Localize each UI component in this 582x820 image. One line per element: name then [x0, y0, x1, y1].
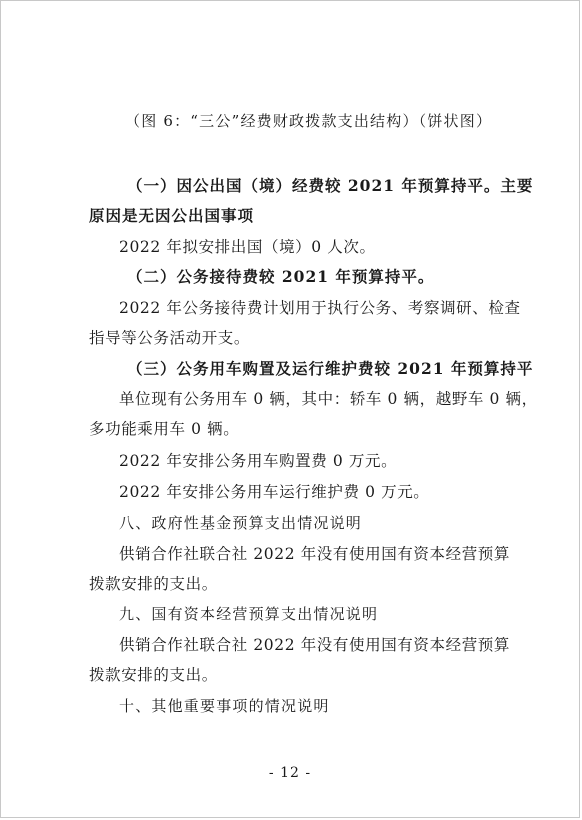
section-9-body-line1: 供销合作社联合社 2022 年没有使用国有资本经营预算 — [119, 636, 511, 654]
page-number: - 12 - — [268, 765, 312, 781]
section-2-body-line2: 指导等公务活动开支。 — [89, 329, 251, 347]
section-9-body-line2: 拨款安排的支出。 — [89, 666, 218, 684]
section-2-body-line1: 2022 年公务接待费计划用于执行公务、考察调研、检查 — [119, 299, 521, 317]
section-3-body-line4: 2022 年安排公务用车运行维护费 0 万元。 — [119, 483, 430, 501]
section-1-body: 2022 年拟安排出国（境）0 人次。 — [119, 238, 376, 256]
section-3-body-line2: 多功能乘用车 0 辆。 — [89, 420, 240, 438]
section-3-body-line1: 单位现有公务用车 0 辆，其中：轿车 0 辆，越野车 0 辆， — [119, 390, 538, 408]
figure-caption: （图 6：“三公”经费财政拨款支出结构）（饼状图） — [125, 112, 493, 130]
section-8-body-line1: 供销合作社联合社 2022 年没有使用国有资本经营预算 — [119, 545, 511, 563]
section-10-heading: 十、其他重要事项的情况说明 — [119, 697, 330, 715]
section-9-heading: 九、国有资本经营预算支出情况说明 — [119, 605, 379, 623]
section-1-heading-line2: 原因是无因公出国事项 — [89, 206, 255, 225]
section-3-body-line3: 2022 年安排公务用车购置费 0 万元。 — [119, 452, 398, 470]
section-8-body-line2: 拨款安排的支出。 — [89, 575, 218, 593]
section-8-heading: 八、政府性基金预算支出情况说明 — [119, 514, 363, 532]
section-1-heading-line1: （一）因公出国（境）经费较 2021 年预算持平。主要 — [127, 176, 534, 195]
section-3-heading: （三）公务用车购置及运行维护费较 2021 年预算持平 — [127, 359, 534, 378]
section-2-heading: （二）公务接待费较 2021 年预算持平。 — [127, 267, 435, 286]
